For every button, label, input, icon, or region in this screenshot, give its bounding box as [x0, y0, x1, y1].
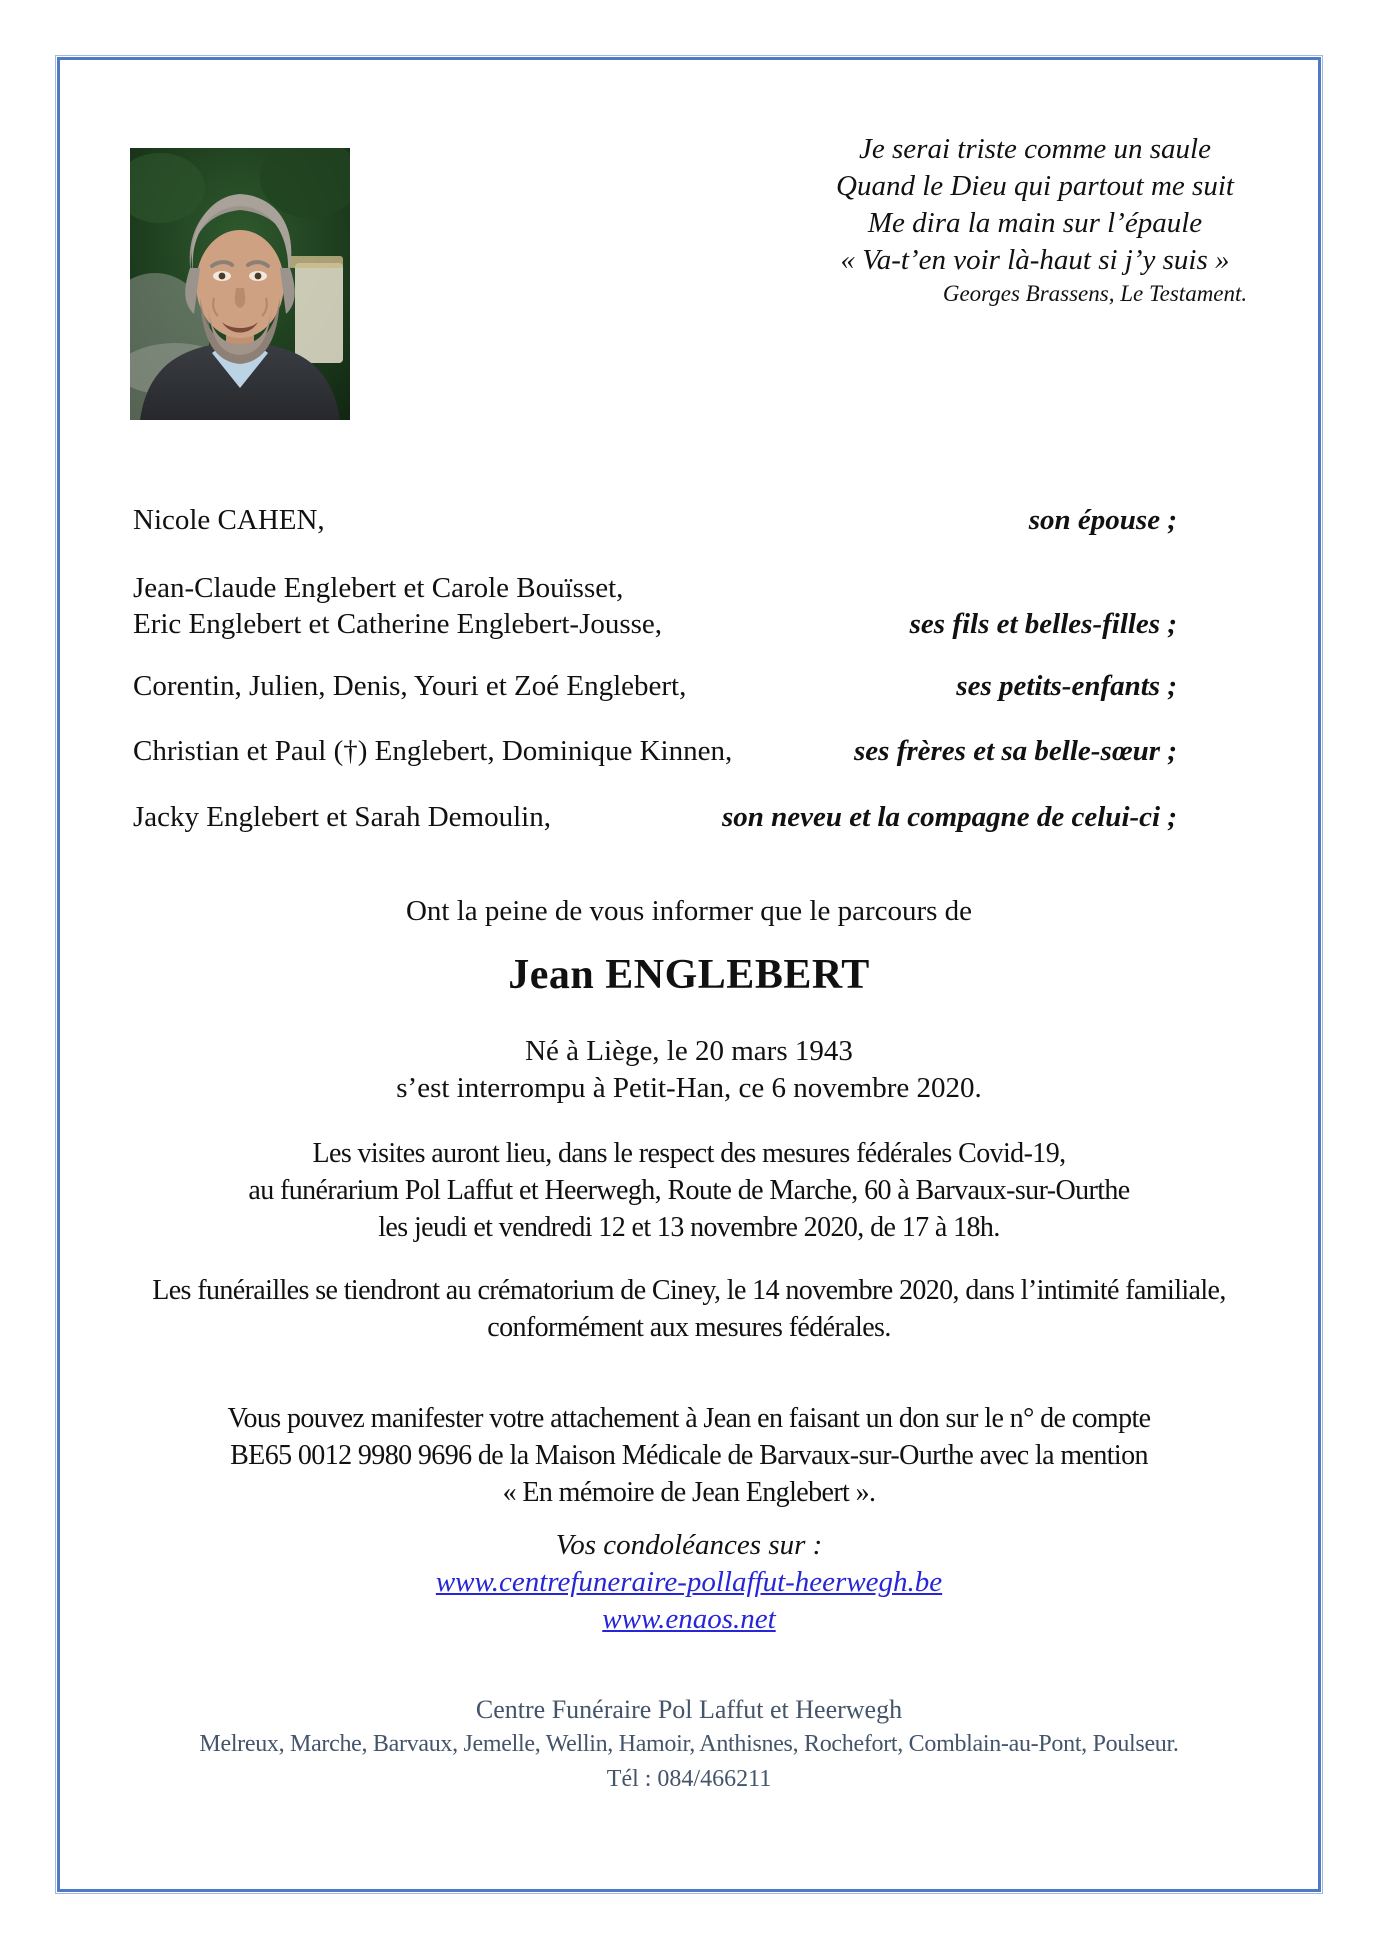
- funeral-paragraph: [55, 1272, 1323, 1346]
- funeral-line: Les funérailles se tiendront au crématorium de Ciney, le 14 novembre 2020, dans l’intimité familiale,: [152, 1275, 1226, 1306]
- portrait-photo-illustration: [130, 148, 350, 420]
- visits-line: les jeudi et vendredi 12 et 13 novembre 2020, de 17 à 18h.: [378, 1212, 1000, 1243]
- poem-line: Je serai triste comme un saule: [859, 133, 1211, 165]
- family-row: [55, 668, 1323, 704]
- family-relation: ses frères et sa belle-sœur ;: [854, 735, 1177, 767]
- condolences-label: Vos condoléances sur :: [555, 1529, 823, 1561]
- poem-attribution: Georges Brassens, Le Testament.: [942, 281, 1248, 306]
- condolences-link-enaos[interactable]: www.enaos.net: [602, 1603, 776, 1635]
- family-relation: ses fils et belles-filles ;: [909, 608, 1177, 640]
- deceased-name: Jean ENGLEBERT: [508, 952, 870, 998]
- family-name-line: Jean-Claude Englebert et Carole Bouïsset,: [133, 572, 624, 604]
- family-relation: son neveu et la compagne de celui-ci ;: [721, 801, 1177, 833]
- funeral-line: conformément aux mesures fédérales.: [487, 1312, 891, 1343]
- visits-line: au funérarium Pol Laffut et Heerwegh, Route de Marche, 60 à Barvaux-sur-Ourthe: [248, 1175, 1130, 1206]
- family-names: Jacky Englebert et Sarah Demoulin,: [133, 801, 551, 833]
- announcement-intro: Ont la peine de vous informer que le parcours de: [405, 895, 973, 927]
- poem-line: « Va-t’en voir là-haut si j’y suis »: [840, 244, 1230, 276]
- condolences-block: [55, 1527, 1323, 1638]
- family-names: Nicole CAHEN,: [133, 504, 325, 536]
- footer-locations: Melreux, Marche, Barvaux, Jemelle, Wellin, Hamoir, Anthisnes, Rochefort, Comblain-au-Pont, Poulseur.: [199, 1731, 1179, 1757]
- donation-line: BE65 0012 9980 9696 de la Maison Médicale de Barvaux-sur-Ourthe avec la mention: [230, 1440, 1148, 1471]
- family-row: [55, 502, 1323, 538]
- family-names: [133, 570, 662, 642]
- death-line: s’est interrompu à Petit-Han, ce 6 novembre 2020.: [396, 1072, 982, 1104]
- family-relation: son épouse ;: [1028, 504, 1177, 536]
- donation-paragraph: [55, 1400, 1323, 1511]
- family-name-line: Eric Englebert et Catherine Englebert-Jousse,: [133, 608, 663, 640]
- footer-phone: Tél : 084/466211: [606, 1766, 772, 1792]
- family-row: [55, 799, 1323, 835]
- page-content: [55, 55, 1323, 1894]
- family-row: [55, 733, 1323, 769]
- family-names: Corentin, Julien, Denis, Youri et Zoé Englebert,: [133, 670, 687, 702]
- birth-line: Né à Liège, le 20 mars 1943: [525, 1035, 853, 1067]
- visits-paragraph: [55, 1135, 1323, 1246]
- footer-company: Centre Funéraire Pol Laffut et Heerwegh: [475, 1695, 903, 1724]
- birth-death-block: [55, 1033, 1323, 1107]
- poem-line: Me dira la main sur l’épaule: [867, 207, 1203, 239]
- funeral-home-footer: [55, 1692, 1323, 1797]
- donation-line: Vous pouvez manifester votre attachement à Jean en faisant un don sur le n° de compte: [227, 1403, 1151, 1434]
- poem-quote: [795, 131, 1275, 309]
- poem-line: Quand le Dieu qui partout me suit: [836, 170, 1234, 202]
- family-row: [55, 570, 1323, 642]
- condolences-link-funeraire[interactable]: www.centrefuneraire-pollaffut-heerwegh.be: [435, 1566, 943, 1598]
- family-names: Christian et Paul (†) Englebert, Dominique Kinnen,: [133, 735, 733, 767]
- visits-line: Les visites auront lieu, dans le respect des mesures fédérales Covid-19,: [312, 1138, 1066, 1169]
- donation-line: « En mémoire de Jean Englebert ».: [502, 1477, 876, 1508]
- family-relation: ses petits-enfants ;: [956, 670, 1177, 702]
- portrait-photo: [130, 148, 350, 420]
